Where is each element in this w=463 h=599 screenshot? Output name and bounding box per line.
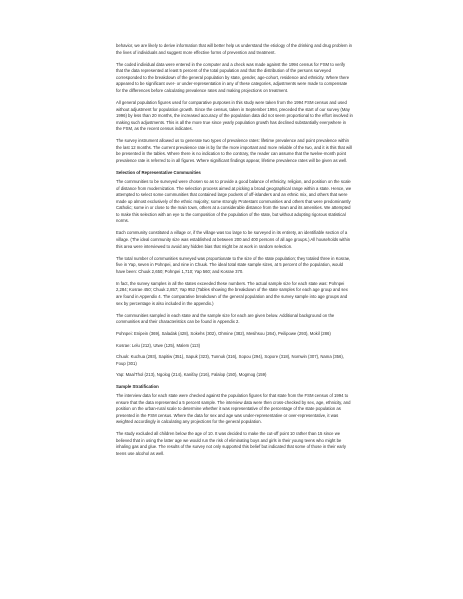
- list-item-yap: Yap: Maa/Thol (213), Ngolog (214), Kanifay (216), Falalop (150), Mogmog (159): [116, 371, 267, 377]
- paragraph-community-counts: The total number of communities surveyed was proportionate to the size of the state population; they totaled three in Kosrae, five in Yap, seven in Pohnpei, and nine in Chuuk. The ideal total state sample sizes, at 5 percent of the population, would have been: Chuuk 2,650; Pohnpei 1,710; Yap 560; and Kosrae 370.: [116, 255, 351, 274]
- paragraph-community-definition: Each community constituted a village or, if the village was too large to be surveyed in its entirety, an identifiable section of a village. (The ideal community size was established at between 200 and 400 persons of all age groups.) All households within this area were interviewed to avoid any hidden bias that might be at work in random selection.: [116, 230, 351, 249]
- paragraph-age-exclusion: The study excluded all children below the age of 10. It was decided to make the cut-off point 10 rather than 15 since we believed that in using the latter age we would run the risk of eliminating boys and girls in their young teens who might be inhaling gas and glue. The results of the survey not only supported this belief but indicated that some of those in their early teens use alcohol as well.: [116, 431, 347, 456]
- paragraph-sample-sizes: In fact, the survey samples in all the states exceeded these numbers. The actual sample size for each state was: Pohnpei 2,284; Kosrae 450; Chuuk 2,857; Yap 952 (Tables showing the breakdown of the state samples for each age group and sex are found in Appendix 4. The comparative breakdown of the general population and the survey sample into age groups and sex by percentage is also included in the appendix.): [116, 280, 348, 306]
- section-heading-communities: Selection of Representative Communities: [116, 170, 201, 176]
- paragraph-coded-data: The coded individual data were entered in the computer and a check was made against the 1994 census for FSM to verify that the data represented at least 5 percent of the total population and that the distribution of the persons surveyed corresponded to the breakdown of the general population by state, gender, age-cohort, residence and ethnicity. Where there appeared to be significant over- or under-representation in any of these categories, adjustments were made to compensate for the differences before calculating prevalence rates and making projections on treatment.: [116, 61, 350, 93]
- list-item-chuuk: Chuuk: Kuchua (293), Sapitiw (351), Sapuk (323), Tunnuk (316), Sopou (294), Sopore (318), Nomwin (307), Nama (356), Foup (301): [116, 354, 344, 366]
- paragraph-intro-behavior: behavior, we are likely to derive information that will better help us understand the etiology of the drinking and drug problem in the lives of individuals and suggest more effective forms of prevention and treatment.: [116, 43, 353, 55]
- paragraph-prevalence-rates: The survey instrument allowed us to generate two types of prevalence rates: lifetime prevalence and point prevalence within the last 12 months. The current prevalence rate is by far the more important and more reliable of the two, and it is this that will be presented in the tables. Where there is no indication to the contrary, the reader can assume that the twelve-month point prevalence rate is referred to in all figures. Where significant findings appear, lifetime prevalence rates will be given as well.: [116, 138, 352, 163]
- list-item-kosrae: Kosrae: Lelu (212), Utwe (125), Malem (113): [116, 342, 201, 348]
- paragraph-communities-sampled: The communities sampled in each state and the sample size for each are given below. Additional background on the communities and their characteristics can be found in Appendix 2.: [116, 312, 335, 325]
- section-heading-stratification: Sample Stratification: [116, 384, 159, 390]
- paragraph-community-selection: The communities to be surveyed were chosen so as to provide a good balance of ethnicity, religion, and position on the scale of distance from modernization. The selection process aimed at picking a broad geographical range within a state. Hence, we attempted to select some communities that contained large pockets of off-islanders and an ethnic mix, and others that were made up almost exclusively of the ethnic majority; some strongly Protestant communities and others that were predominantly Catholic; some in or close to the main town, others at a considerable distance from the town and its amenities. We attempted to make this selection with an eye to the composition of the population of the state, but without adopting rigorous statistical norms.: [116, 179, 352, 224]
- list-item-pohnpei: Pohnpei: Enipein (369), Saladak (428), Sokehs (302), Ohmine (382), Mesihsou (264), Peilipowe (293), Mokil (286): [116, 331, 331, 337]
- paragraph-stratification: The interview data for each state were checked against the population figures for that state from the FSM census of 1994 to ensure that the data represented a 5 percent sample. The interview data were then cross-checked by sex, age, ethnicity, and position on the urban-rural scale to determine whether it was representative of the percentage of the state population as presented in the FSM census. Where the data for sex and age was under-representative or over-representative, it was weighted accordingly in calculating any projections for the general population.: [116, 392, 351, 425]
- paragraph-population-figures: All general population figures used for comparative purposes in this study were taken from the 1994 FSM census and used without adjustment for population growth. Since the census, taken in September 1994, preceded the start of our survey (May 1996) by less than 20 months, the increased accuracy of the population data did not seem proportional to the effort involved in making such adjustments. This is all the more true since yearly population growth has declined substantially everywhere in the FSM, as the recent census indicates.: [116, 100, 353, 132]
